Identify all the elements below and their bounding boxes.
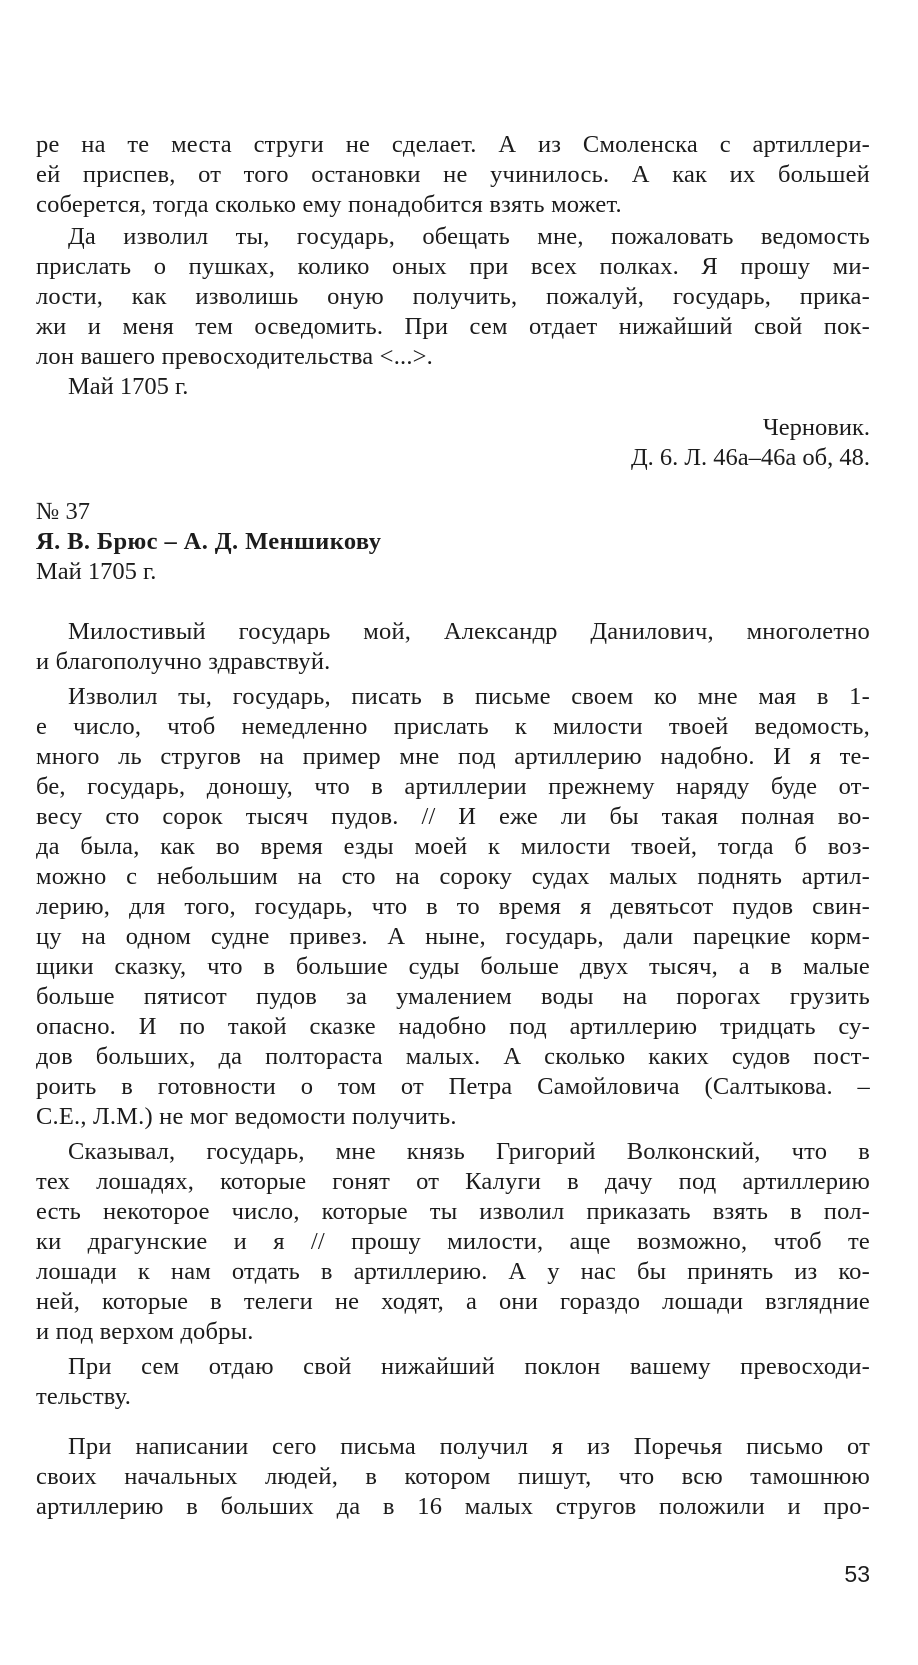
text-line: лости, как изволишь оную получить, пожалуй, государь, прика- xyxy=(36,283,870,310)
archive-reference: Д. 6. Л. 46а–46а об, 48. xyxy=(630,444,870,471)
text-line: больше пятисот пудов за умалением воды на порогах грузить xyxy=(36,983,870,1010)
text-line: лон вашего превосходительства <...>. xyxy=(36,343,434,370)
text-line: роить в готовности о том от Петра Самойловича (Салтыкова. – xyxy=(36,1073,870,1100)
document-number: № 37 xyxy=(36,498,91,525)
text-line: дов больших, да полтораста малых. А сколько каких судов пост- xyxy=(36,1043,870,1070)
text-line: Изволил ты, государь, писать в письме своем ко мне мая в 1- xyxy=(68,683,870,710)
text-line: соберется, тогда сколько ему понадобится взять может. xyxy=(36,191,622,218)
text-line: тех лошадях, которые гонят от Калуги в дачу под артиллерию xyxy=(36,1168,870,1195)
draft-note: Черновик. xyxy=(762,414,870,441)
text-line: жи и меня тем осведомить. При сем отдает нижайший свой пок- xyxy=(36,313,870,340)
text-line: тельству. xyxy=(36,1383,132,1410)
text-line: ки драгунские и я // прошу милости, аще возможно, чтоб те xyxy=(36,1228,870,1255)
text-line: прислать о пушках, колико оных при всех полках. Я прошу ми- xyxy=(36,253,870,280)
text-line: С.Е., Л.М.) не мог ведомости получить. xyxy=(36,1103,457,1130)
text-line: лерию, для того, государь, что в то время я девятьсот пудов свин- xyxy=(36,893,870,920)
text-line: лошади к нам отдать в артиллерию. А у нас бы принять из ко- xyxy=(36,1258,870,1285)
text-line: е число, чтоб немедленно прислать к милости твоей ведомость, xyxy=(36,713,870,740)
text-line: ре на те места струги не сделает. А из Смоленска с артиллери- xyxy=(36,131,870,158)
text-line: Сказывал, государь, мне князь Григорий Волконский, что в xyxy=(68,1138,870,1165)
text-line: есть некоторое число, которые ты изволил приказать взять в пол- xyxy=(36,1198,870,1225)
document-title: Я. В. Брюс – А. Д. Меншикову xyxy=(36,528,382,555)
text-line: Милостивый государь мой, Александр Данилович, многолетно xyxy=(68,618,870,645)
text-line: много ль стругов на пример мне под артиллерию надобно. И я те- xyxy=(36,743,870,770)
text-line: щики сказку, что в большие суды больше двух тысяч, а в малые xyxy=(36,953,870,980)
text-line: ей приспев, от того остановки не учинилось. А как их большей xyxy=(36,161,870,188)
text-line: да была, как во время езды моей к милости твоей, тогда б воз- xyxy=(36,833,870,860)
text-line: опасно. И по такой сказке надобно под артиллерию тридцать су- xyxy=(36,1013,870,1040)
text-line: весу сто сорок тысяч пудов. // И еже ли бы такая полная во- xyxy=(36,803,870,830)
text-line: бе, государь, доношу, что в артиллерии прежнему наряду буде от- xyxy=(36,773,870,800)
text-line: При написании сего письма получил я из Поречья письмо от xyxy=(68,1433,870,1460)
text-line: Да изволил ты, государь, обещать мне, пожаловать ведомость xyxy=(68,223,870,250)
text-line: цу на одном судне привез. А ныне, государь, дали парецкие корм- xyxy=(36,923,870,950)
text-line: можно с небольшим на сто на сороку судах малых поднять артил- xyxy=(36,863,870,890)
text-line: При сем отдаю свой нижайший поклон вашему превосходи- xyxy=(68,1353,870,1380)
text-line: артиллерию в больших да в 16 малых стругов положили и про- xyxy=(36,1493,870,1520)
text-line: ней, которые в телеги не ходят, а они гораздо лошади взглядние xyxy=(36,1288,870,1315)
text-line: и под верхом добры. xyxy=(36,1318,254,1345)
text-line: своих начальных людей, в котором пишут, что всю тамошнюю xyxy=(36,1463,870,1490)
page-number: 53 xyxy=(844,1561,870,1587)
letter-date: Май 1705 г. xyxy=(68,373,189,400)
document-page xyxy=(36,0,870,1665)
document-date: Май 1705 г. xyxy=(36,558,157,585)
text-line: и благополучно здравствуй. xyxy=(36,648,331,675)
